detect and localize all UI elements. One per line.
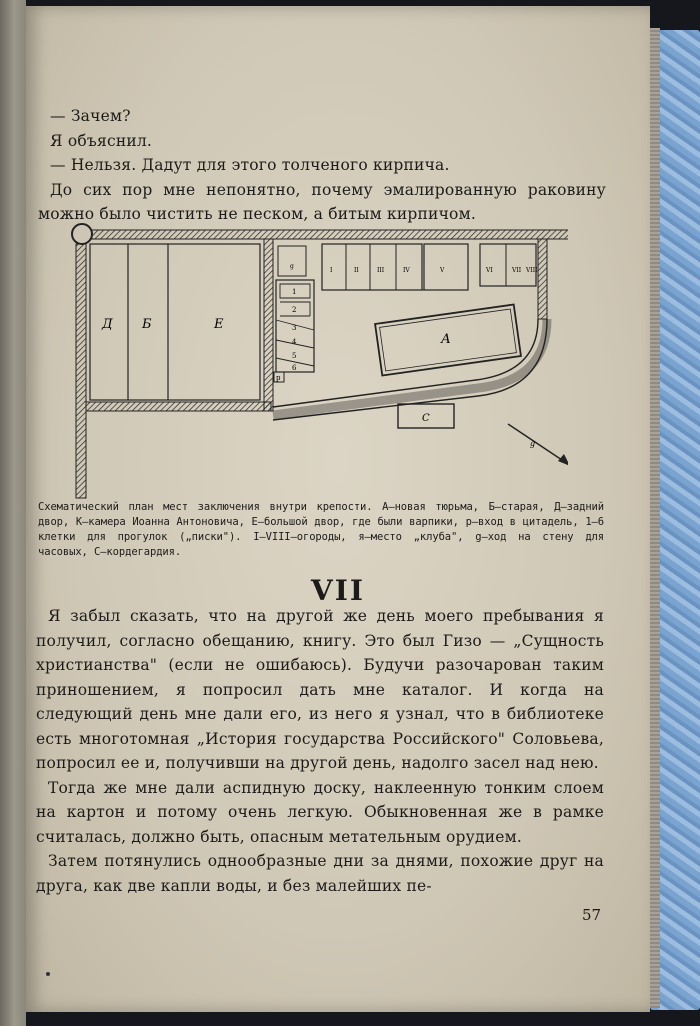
body-text [36,604,604,898]
speck [46,972,50,976]
dialogue-line: — Зачем? [50,107,131,125]
plan-svg [68,220,568,500]
page-number: 57 [582,906,602,924]
label-cage-6: 6 [292,364,297,372]
chapter-title: VII [311,574,365,607]
label-garden-7: VII [512,267,522,274]
paragraph: Тогда же мне дали аспидную доску, наклеенную тонким слоем на картон и потому очень легкую. Обыкновенная же в рамке считалась, должно быть, опасным метательным орудием. [36,778,604,846]
label-a: А [441,332,451,347]
label-r: р [276,374,281,382]
arrow-label: g [530,439,536,448]
top-text [38,104,606,227]
label-d: Д [102,317,113,332]
label-garden-3: III [377,267,385,274]
label-cage-1: 1 [292,288,297,296]
label-g: g [290,263,294,270]
label-cage-4: 4 [292,338,297,346]
label-cage-2: 2 [292,306,297,314]
label-garden-4: IV [403,267,410,274]
label-garden-6: VI [486,267,493,274]
label-garden-8: VIII [526,267,538,274]
label-b: Б [142,317,152,332]
label-garden-1: I [330,267,333,274]
book-page [26,6,650,1012]
label-cage-5: 5 [292,352,297,360]
fortress-plan-diagram [68,220,568,500]
paragraph: Затем потянулись однообразные дни за днями, похожие друг на друга, как две капли воды, и без малейших пе- [36,852,604,895]
label-cage-3: 3 [292,324,297,332]
dialogue-line: — Нельзя. Дадут для этого толченого кирпича. [50,156,450,174]
label-garden-5: V [440,267,445,274]
book-cover-left [0,0,26,1026]
figure-caption: Схематический план мест заключения внутри крепости. А—новая тюрьма, Б—старая, Д—задний двор, К—камера Иоанна Антоновича, Е—большой двор, где были варпики, р—вход в цитадель, 1—6 клетки для прогулок („писки"). I—VIII—огороды, я—место „клуба", g—ход на стену для часовых, С—кордегардия. [38,501,604,558]
paragraph: До сих пор мне непонятно, почему эмалированную раковину можно было чистить не песком, а битым кирпичом. [38,180,606,223]
tower-circle [72,224,92,244]
dialogue-line: Я объяснил. [50,131,153,150]
label-e: Е [214,317,224,332]
paragraph: Я забыл сказать, что на другой же день моего пребывания я получил, согласно обещанию, книгу. Это был Гизо — „Сущность христианства" (если не ошибаюсь). Будучи разочарован таким приношением, я попросил дать мне каталог. И когда на следующий день мне дали его, из него я узнал, что в библиотеке есть многотомная „История государства Российского" Соловьева, попросил ее и, получивши на другой день, надолго засел над нею. [36,607,604,772]
label-c: С [422,413,430,424]
label-garden-2: II [354,267,359,274]
